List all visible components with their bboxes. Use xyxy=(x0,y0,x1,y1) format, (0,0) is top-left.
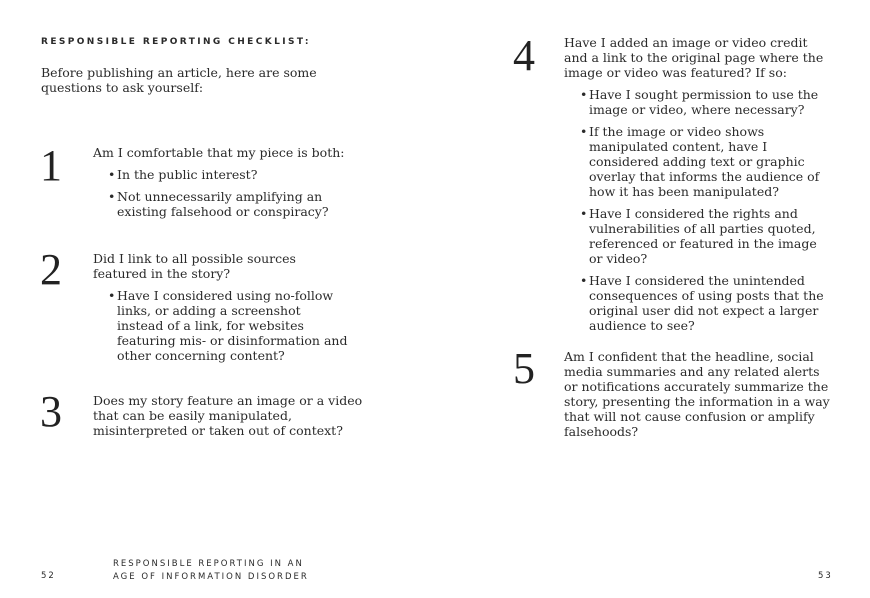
bullet-item: • If the image or video shows manipulated content, have I considered adding text or graphic overlay that informs the audience of how it has been manipulated? xyxy=(580,124,832,199)
bullet-item: • Have I considered the unintended consequences of using posts that the original user did not expect a larger audience to see? xyxy=(580,273,832,333)
bullet-item: • Not unnecessarily amplifying an existing falsehood or conspiracy? xyxy=(108,189,368,219)
item-number-4: 4 xyxy=(513,31,535,80)
item-question: Am I confident that the headline, social media summaries and any related alerts or notifications accurately summarize the story, presenting the information in a way that will not cause confusion or amplify falsehoods? xyxy=(564,349,830,439)
right-page-number: 53 xyxy=(818,571,833,581)
bullet-item: • Have I considered using no-follow links, or adding a screenshot instead of a link, for websites featuring mis- or disinformation and other concerning content? xyxy=(108,288,348,363)
book-title-line-2: AGE OF INFORMATION DISORDER xyxy=(113,572,309,582)
checklist-item-4 xyxy=(564,35,824,333)
bullet-item: • In the public interest? xyxy=(108,167,368,182)
checklist-item-2 xyxy=(93,251,348,363)
bullet-item: • Have I considered the rights and vulnerabilities of all parties quoted, referenced or featured in the image or video? xyxy=(580,206,832,266)
item-bullets xyxy=(108,167,368,219)
item-number-3: 3 xyxy=(40,387,62,436)
bullet-item: • Have I sought permission to use the image or video, where necessary? xyxy=(580,87,832,117)
item-question: Have I added an image or video credit and a link to the original page where the image or video was featured? If so: xyxy=(564,35,824,80)
checklist-item-1 xyxy=(93,145,368,219)
item-number-1: 1 xyxy=(40,141,62,190)
checklist-heading: RESPONSIBLE REPORTING CHECKLIST: xyxy=(41,37,311,47)
intro-text: Before publishing an article, here are some questions to ask yourself: xyxy=(41,65,317,95)
item-question: Does my story feature an image or a video that can be easily manipulated, misinterpreted or taken out of context? xyxy=(93,393,363,438)
book-title-line-1: RESPONSIBLE REPORTING IN AN xyxy=(113,559,304,569)
item-number-2: 2 xyxy=(40,245,62,294)
item-bullets xyxy=(108,288,348,363)
book-title xyxy=(113,558,309,584)
item-number-5: 5 xyxy=(513,344,535,393)
item-bullets xyxy=(580,87,832,333)
item-question: Did I link to all possible sources featured in the story? xyxy=(93,251,296,281)
checklist-item-3 xyxy=(93,393,373,438)
left-page-number: 52 xyxy=(41,571,56,581)
item-question: Am I comfortable that my piece is both: xyxy=(93,145,345,160)
checklist-item-5 xyxy=(564,349,834,439)
